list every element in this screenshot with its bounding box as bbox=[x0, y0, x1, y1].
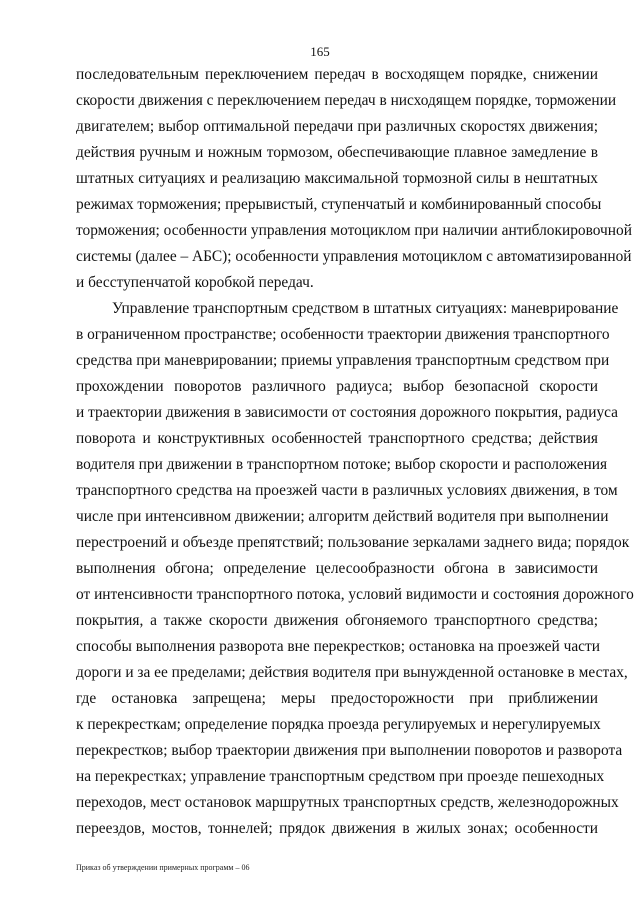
text-line: перестроений и объезде препятствий; пользование зеркалами заднего вида; порядок bbox=[76, 534, 630, 551]
body-text bbox=[76, 62, 634, 842]
text-line: режимах торможения; прерывистый, ступенчатый и комбинированный способы bbox=[76, 196, 602, 213]
text-line: к перекресткам; определение порядка проезда регулируемых и нерегулируемых bbox=[76, 716, 601, 733]
text-line: числе при интенсивном движении; алгоритм действий водителя при выполнении bbox=[76, 508, 609, 525]
page-number: 165 bbox=[310, 44, 330, 59]
text-line: системы (далее – АБС); особенности управления мотоциклом с автоматизированной bbox=[76, 248, 632, 265]
text-line: средства при маневрировании; приемы управления транспортным средством при bbox=[76, 352, 610, 369]
text-line: на перекрестках; управление транспортным средством при проезде пешеходных bbox=[76, 768, 605, 785]
text-line: Управление транспортным средством в штатных ситуациях: маневрирование bbox=[112, 300, 619, 317]
text-line: транспортного средства на проезжей части в различных условиях движения, в том bbox=[76, 482, 618, 499]
text-line: переходов, мест остановок маршрутных транспортных средств, железнодорожных bbox=[76, 794, 619, 811]
paragraph-2 bbox=[76, 296, 634, 842]
text-line: прохождении поворотов различного радиуса; выбор безопасной скорости bbox=[76, 378, 598, 395]
text-line: и бесступенчатой коробкой передач. bbox=[76, 274, 314, 291]
text-line: в ограниченном пространстве; особенности траектории движения транспортного bbox=[76, 326, 610, 343]
text-line: поворота и конструктивных особенностей транспортного средства; действия bbox=[76, 430, 598, 447]
text-line: скорости движения с переключением передач в нисходящем порядке, торможении bbox=[76, 92, 617, 109]
text-line: действия ручным и ножным тормозом, обеспечивающие плавное замедление в bbox=[76, 144, 598, 161]
text-line: переездов, мостов, тоннелей; прядок движения в жилых зонах; особенности bbox=[76, 820, 598, 837]
text-line: где остановка запрещена; меры предосторожности при приближении bbox=[76, 690, 598, 707]
text-line: покрытия, а также скорости движения обгоняемого транспортного средства; bbox=[76, 612, 598, 629]
text-line: торможения; особенности управления мотоциклом при наличии антиблокировочной bbox=[76, 222, 632, 239]
text-line: и траектории движения в зависимости от состояния дорожного покрытия, радиуса bbox=[76, 404, 619, 421]
text-line: водителя при движении в транспортном потоке; выбор скорости и расположения bbox=[76, 456, 608, 473]
text-line: двигателем; выбор оптимальной передачи при различных скоростях движения; bbox=[76, 118, 598, 135]
paragraph-1 bbox=[76, 62, 632, 296]
text-line: дороги и за ее пределами; действия водителя при вынужденной остановке в местах, bbox=[76, 664, 628, 681]
text-line: последовательным переключением передач в восходящем порядке, снижении bbox=[76, 66, 598, 83]
text-line: перекрестков; выбор траектории движения при выполнении поворотов и разворота bbox=[76, 742, 623, 759]
text-line: от интенсивности транспортного потока, условий видимости и состояния дорожного bbox=[76, 586, 634, 603]
footer-note: Приказ об утверждении примерных программ – 06 bbox=[76, 863, 250, 872]
text-line: штатных ситуациях и реализацию максимальной тормозной силы в нештатных bbox=[76, 170, 598, 187]
text-line: способы выполнения разворота вне перекрестков; остановка на проезжей части bbox=[76, 638, 600, 655]
text-line: выполнения обгона; определение целесообразности обгона в зависимости bbox=[76, 560, 598, 577]
